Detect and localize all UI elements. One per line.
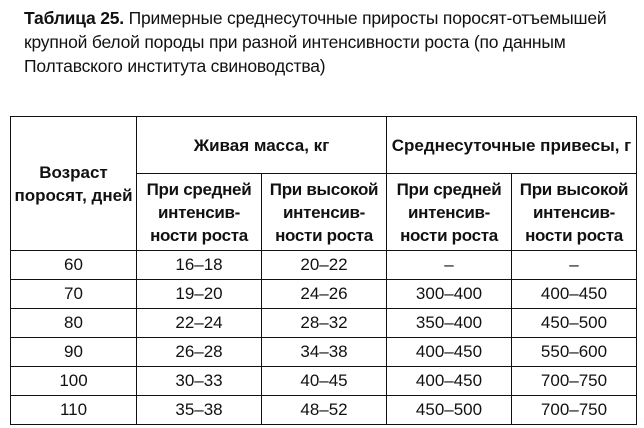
cell-gain-medium: – [387, 251, 512, 280]
cell-weight-high: 40–45 [262, 367, 387, 396]
group-header-gain: Среднесуточные привесы, г [387, 117, 637, 174]
cell-weight-medium: 16–18 [137, 251, 262, 280]
caption-lead: Таблица 25. [24, 8, 124, 28]
cell-age: 90 [11, 338, 137, 367]
subheader-weight-medium: При средней интенсив-ности роста [137, 174, 262, 251]
cell-gain-medium: 400–450 [387, 367, 512, 396]
table-row [11, 338, 637, 367]
cell-age: 100 [11, 367, 137, 396]
cell-gain-high: 550–600 [512, 338, 637, 367]
caption-text: Примерные среднесуточные приросты поросят-отъемышей крупной белой породы при разной интенсивности роста (по данным Полтавского института свиноводства) [24, 8, 607, 76]
cell-age: 80 [11, 309, 137, 338]
cell-gain-medium: 300–400 [387, 280, 512, 309]
table-row [11, 367, 637, 396]
cell-gain-medium: 450–500 [387, 396, 512, 425]
header-row-groups [11, 117, 637, 174]
group-header-weight: Живая масса, кг [137, 117, 387, 174]
subheader-gain-medium: При средней интенсив-ности роста [387, 174, 512, 251]
subheader-weight-high: При высокой интенсив-ности роста [262, 174, 387, 251]
cell-weight-high: 34–38 [262, 338, 387, 367]
age-header: Возраст поросят, дней [11, 117, 137, 251]
cell-gain-high: 700–750 [512, 367, 637, 396]
cell-weight-medium: 30–33 [137, 367, 262, 396]
cell-age: 60 [11, 251, 137, 280]
cell-gain-medium: 400–450 [387, 338, 512, 367]
cell-age: 110 [11, 396, 137, 425]
cell-weight-high: 20–22 [262, 251, 387, 280]
cell-weight-medium: 35–38 [137, 396, 262, 425]
cell-weight-high: 48–52 [262, 396, 387, 425]
cell-gain-high: 700–750 [512, 396, 637, 425]
cell-weight-high: 24–26 [262, 280, 387, 309]
cell-gain-high: – [512, 251, 637, 280]
table-caption [24, 6, 636, 78]
cell-weight-high: 28–32 [262, 309, 387, 338]
cell-gain-high: 400–450 [512, 280, 637, 309]
cell-weight-medium: 19–20 [137, 280, 262, 309]
cell-weight-medium: 22–24 [137, 309, 262, 338]
cell-gain-medium: 350–400 [387, 309, 512, 338]
cell-age: 70 [11, 280, 137, 309]
subheader-gain-high: При высокой интенсив-ности роста [512, 174, 637, 251]
data-table [10, 116, 637, 425]
cell-gain-high: 450–500 [512, 309, 637, 338]
table-row [11, 396, 637, 425]
table-row [11, 251, 637, 280]
table-row [11, 309, 637, 338]
cell-weight-medium: 26–28 [137, 338, 262, 367]
table-row [11, 280, 637, 309]
